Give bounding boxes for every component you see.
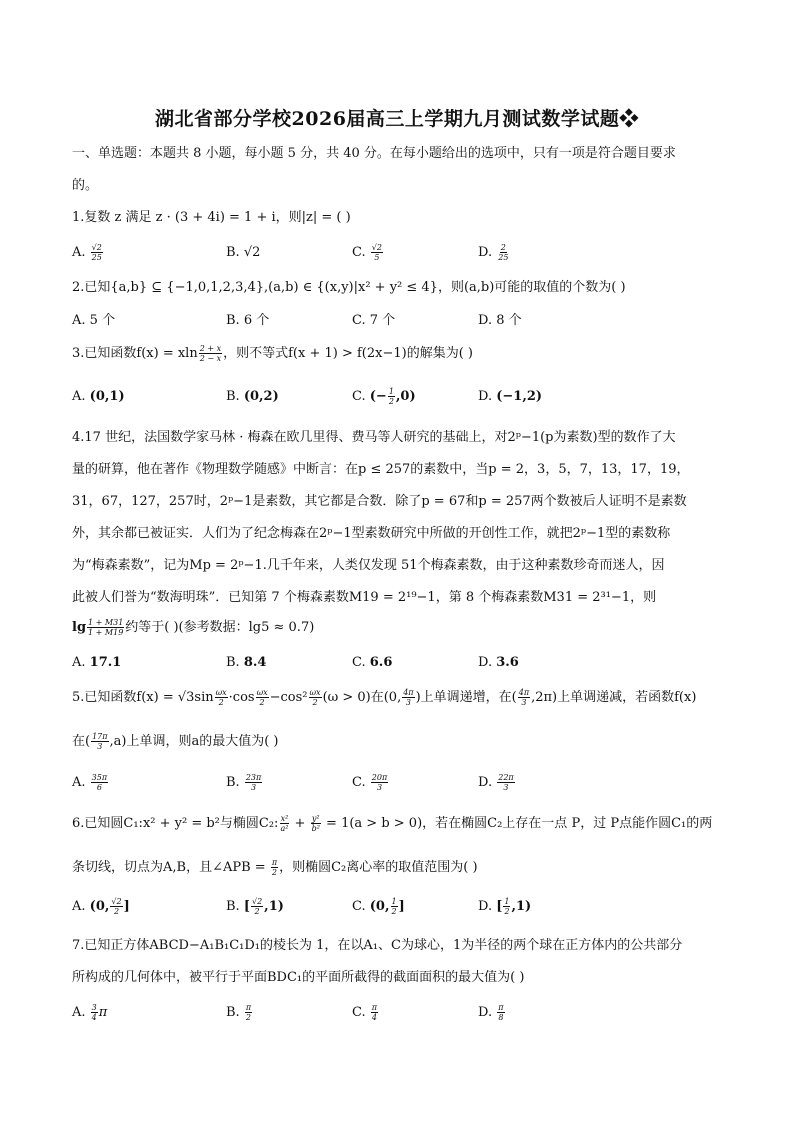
text-span: 4π <box>403 688 414 697</box>
text-span: π <box>271 858 278 867</box>
q3-option-d[interactable] <box>478 386 542 408</box>
fraction <box>371 243 383 262</box>
text-span: 1 <box>391 897 397 906</box>
text-span: A. <box>72 1005 86 1020</box>
text-span: (ω > 0)在(0, <box>322 690 402 705</box>
text-span: 3.已知函数f(x) = xln <box>72 346 198 361</box>
q4-stem-line7 <box>72 618 724 638</box>
text-span: B. <box>226 899 240 914</box>
fraction <box>215 688 228 707</box>
text-span: 5.已知函数f(x) = √3sin <box>72 690 214 705</box>
q1-option-c[interactable] <box>352 242 384 264</box>
fraction <box>497 1003 504 1022</box>
text-span: √2 <box>251 897 263 906</box>
text-span: ,1) <box>264 899 284 914</box>
text-span: C. <box>352 655 366 670</box>
text-span: A. <box>72 389 86 404</box>
fraction <box>309 688 322 707</box>
text-span: [ <box>496 899 503 914</box>
text-span: (− <box>369 389 387 404</box>
q6-option-a[interactable] <box>72 896 130 918</box>
q4-options <box>72 652 724 676</box>
text-span: = 1(a > b > 0)，若在椭圆C₂上存在一点 P，过 P点能作圆C₁的两 <box>321 816 713 831</box>
q7-stem-line1: 7.已知正方体ABCD−A₁B₁C₁D₁的棱长为 1，在以A₁、C为球心，1为半径的两个球在正方体内的公共部分 <box>72 938 683 953</box>
q3-option-a[interactable] <box>72 386 125 408</box>
text-span: 3 <box>521 698 527 707</box>
text-span: lg <box>72 620 87 635</box>
text-span: C. <box>352 389 366 404</box>
text-span: 8.4 <box>243 655 267 670</box>
text-span: 2 <box>271 868 277 877</box>
q6-options <box>72 896 724 920</box>
text-span: a² <box>280 824 289 833</box>
text-span: (0, <box>369 899 390 914</box>
text-span: 2 <box>259 698 265 707</box>
text-span: [ <box>243 899 250 914</box>
fraction <box>279 814 289 833</box>
q4-stem-line5: 为“梅森素数”，记为Mp = 2ᵖ−1.几千年来，人类仅发现 51个梅森素数，由于这种素数珍奇而迷人，因 <box>72 558 665 573</box>
text-span: x² <box>280 814 289 823</box>
text-span: 2 <box>218 698 224 707</box>
q6-option-d[interactable] <box>478 896 531 918</box>
text-span: 1 + M19 <box>88 628 124 637</box>
text-span: C. <box>352 1005 366 1020</box>
text-span: 4 <box>371 1013 377 1022</box>
q2-option-a[interactable] <box>72 310 115 332</box>
text-span: 23π <box>245 773 262 782</box>
text-span: ,0) <box>395 389 416 404</box>
text-span: ωx <box>309 688 321 697</box>
text-span: 2 <box>312 698 318 707</box>
text-span: C. <box>352 899 366 914</box>
q3-option-c[interactable] <box>352 386 416 408</box>
text-span: D. <box>478 245 493 260</box>
fraction <box>110 897 122 916</box>
q4-option-b[interactable] <box>226 652 266 674</box>
text-span: B. <box>226 313 240 328</box>
text-span: (−1,2) <box>496 389 543 404</box>
text-span: π <box>245 1003 252 1012</box>
q1-stem: 1.复数 z 满足 z · (3 + 4i) = 1 + i，则|z| = ( ) <box>72 210 351 225</box>
text-span: 2 <box>504 907 510 916</box>
text-span: (0, <box>89 899 110 914</box>
text-span: 4 <box>91 1013 97 1022</box>
text-span: √2 <box>371 243 382 252</box>
text-span: D. <box>478 775 493 790</box>
text-span: 5 个 <box>89 313 116 328</box>
text-span: D. <box>478 899 493 914</box>
fraction <box>311 814 321 833</box>
text-span: π <box>498 1003 504 1012</box>
text-span: B. <box>226 775 240 790</box>
text-span: 3 <box>91 1003 97 1012</box>
q5-stem-line1 <box>72 688 724 708</box>
text-span: A. <box>72 775 86 790</box>
q5-option-b[interactable] <box>226 772 263 794</box>
text-span: 25 <box>91 253 102 262</box>
q4-stem-line2: 量的研算，他在著作《物理数学随感》中断言：在p ≤ 257的素数中，当p = 2，3，5，7，13，17，19， <box>72 462 690 477</box>
text-span: C. <box>352 775 366 790</box>
q7-option-d[interactable] <box>478 1002 506 1024</box>
text-span: )上单调递增，在( <box>415 690 517 705</box>
text-span: 2 <box>500 243 506 252</box>
fraction <box>388 387 395 406</box>
fraction <box>91 1003 98 1022</box>
text-span: ,a)上单调，则a的最大值为( ) <box>109 734 279 749</box>
text-span: ,1) <box>511 899 532 914</box>
fraction <box>245 1003 252 1022</box>
text-span: 3 <box>503 783 509 792</box>
text-span: 1 <box>388 387 394 396</box>
q6-stem-line2 <box>72 858 724 878</box>
text-span: 35π <box>91 773 108 782</box>
text-span: A. <box>72 245 86 260</box>
text-span: B. <box>226 389 240 404</box>
fraction <box>91 243 103 262</box>
fraction <box>518 688 530 707</box>
fraction <box>91 773 108 792</box>
q2-stem: 2.已知{a,b} ⊆ {−1,0,1,2,3,4},(a,b) ∈ {(x,y)|x² + y² ≤ 4}，则(a,b)可能的取值的个数为( ) <box>72 280 626 295</box>
text-span: 6.已知圆C₁:x² + y² = b²与椭圆C₂: <box>72 816 279 831</box>
text-span: (0,2) <box>243 389 279 404</box>
q2-option-b[interactable] <box>226 310 269 332</box>
text-span: ,2π)上单调递减，若函数f(x) <box>531 690 697 705</box>
text-span: 在( <box>72 734 91 749</box>
q2-options <box>72 310 724 334</box>
text-span: A. <box>72 313 86 328</box>
text-span: C. <box>352 245 366 260</box>
q2-option-c[interactable] <box>352 310 395 332</box>
text-span: π <box>98 1005 108 1020</box>
fraction <box>256 688 269 707</box>
fraction <box>245 773 262 792</box>
text-span: B. <box>226 655 240 670</box>
text-span: 2 <box>254 907 260 916</box>
text-span: 20π <box>371 773 388 782</box>
section-heading: 一、单选题：本题共 8 小题，每小题 5 分，共 40 分。在每小题给出的选项中，只有一项是符合题目要求 <box>72 146 676 161</box>
q5-stem-line2 <box>72 732 724 752</box>
text-span: 3 <box>376 783 383 792</box>
q7-option-a[interactable] <box>72 1002 107 1024</box>
text-span: π <box>371 1003 378 1012</box>
fraction <box>91 732 108 751</box>
text-span: D. <box>478 389 493 404</box>
text-span: A. <box>72 655 86 670</box>
text-span: 25 <box>498 253 509 262</box>
text-span: A. <box>72 899 86 914</box>
text-span: 2 <box>391 907 397 916</box>
text-span: D. <box>478 313 493 328</box>
fraction <box>251 897 263 916</box>
text-span: 2 <box>245 1013 251 1022</box>
fraction <box>497 773 514 792</box>
text-span: 2 − x <box>199 354 222 363</box>
fraction <box>503 897 510 916</box>
q5-option-c[interactable] <box>352 772 389 794</box>
text-span: 3 <box>97 742 103 751</box>
q1-option-a[interactable] <box>72 242 104 264</box>
text-span: 2 + x <box>199 344 222 353</box>
text-span: ，则椭圆C₂离心率的取值范围为( ) <box>279 860 478 875</box>
text-span: ωx <box>256 688 268 697</box>
text-span: ] <box>123 899 130 914</box>
text-span: b² <box>311 824 320 833</box>
text-span: C. <box>352 313 366 328</box>
text-span: √2 <box>91 243 102 252</box>
text-span: 3 <box>251 783 257 792</box>
text-span: (0,1) <box>89 389 125 404</box>
q4-option-c[interactable] <box>352 652 392 674</box>
fraction <box>497 243 509 262</box>
q4-option-a[interactable] <box>72 652 121 674</box>
q1-options <box>72 242 724 266</box>
q6-option-c[interactable] <box>352 896 405 918</box>
text-span: D. <box>478 655 493 670</box>
fraction <box>402 688 414 707</box>
text-span: + <box>290 816 310 831</box>
fraction <box>391 897 398 916</box>
text-span: y² <box>311 814 320 823</box>
text-span: 6.6 <box>369 655 393 670</box>
text-span: 1 + M31 <box>88 618 124 627</box>
page-title: 湖北省部分学校2026届高三上学期九月测试数学试题❖ <box>155 108 639 130</box>
text-span: −cos² <box>269 690 308 705</box>
text-span: √2 <box>243 245 261 260</box>
fraction <box>199 344 222 363</box>
text-span: ，则不等式f(x + 1) > f(2x−1)的解集为( ) <box>223 346 473 361</box>
text-span: 22π <box>498 773 514 782</box>
q1-option-d[interactable] <box>478 242 510 264</box>
section-heading-cont: 的。 <box>72 178 99 193</box>
text-span: 3 <box>405 698 411 707</box>
text-span: 条切线，切点为A,B，且∠APB = <box>72 860 270 875</box>
text-span: 4π <box>518 688 530 697</box>
q5-option-a[interactable] <box>72 772 109 794</box>
text-span: ·cos <box>228 690 255 705</box>
text-span: B. <box>226 1005 240 1020</box>
text-span: B. <box>226 245 240 260</box>
q3-option-b[interactable] <box>226 386 279 408</box>
fraction <box>271 858 278 877</box>
text-span: 8 个 <box>496 313 522 328</box>
text-span: ] <box>398 899 405 914</box>
q4-stem-line1: 4.17 世纪，法国数学家马林 · 梅森在欧几里得、费马等人研究的基础上，对2ᵖ−1(p为素数)型的数作了大 <box>72 430 676 445</box>
text-span: 1 <box>504 897 510 906</box>
text-span: √2 <box>111 897 122 906</box>
fraction <box>87 618 124 637</box>
q4-option-d[interactable] <box>478 652 519 674</box>
text-span: 17.1 <box>89 655 122 670</box>
q5-options <box>72 772 724 796</box>
text-span: 2 <box>388 397 394 406</box>
text-span: 6 个 <box>243 313 270 328</box>
q6-option-b[interactable] <box>226 896 284 918</box>
q2-option-d[interactable] <box>478 310 522 332</box>
text-span: D. <box>478 1005 493 1020</box>
q3-stem <box>72 344 724 364</box>
q4-stem-line4: 外，其余都已被证实．人们为了纪念梅森在2ᵖ−1型素数研究中所做的开创性工作，就把2ᵖ−1型的素数称 <box>72 526 671 541</box>
fraction <box>371 1003 378 1022</box>
q4-stem-line6: 此被人们誉为“数海明珠”．已知第 7 个梅森素数M19 = 2¹⁹−1，第 8 个梅森素数M31 = 2³¹−1，则 <box>72 590 657 605</box>
q5-option-d[interactable] <box>478 772 516 794</box>
q7-options <box>72 1002 724 1026</box>
text-span: ωx <box>215 688 227 697</box>
fraction <box>371 773 388 792</box>
text-span: 5 <box>374 253 380 262</box>
text-span: 8 <box>498 1013 504 1022</box>
text-span: 约等于( )(参考数据：lg5 ≈ 0.7) <box>125 620 315 635</box>
text-span: 3.6 <box>496 655 519 670</box>
text-span: 7 个 <box>369 313 396 328</box>
q7-option-b[interactable] <box>226 1002 253 1024</box>
q7-stem-line2: 所构成的几何体中，被平行于平面BDC₁的平面所截得的截面面积的最大值为( ) <box>72 970 525 985</box>
q6-stem-line1 <box>72 814 724 834</box>
q7-option-c[interactable] <box>352 1002 379 1024</box>
q3-options <box>72 386 724 410</box>
text-span: 2 <box>113 907 120 916</box>
text-span: 6 <box>96 783 102 792</box>
q1-option-b[interactable] <box>226 242 260 264</box>
q4-stem-line3: 31，67，127，257时，2ᵖ−1是素数，其它都是合数．除了p = 67和p = 257两个数被后人证明不是素数 <box>72 494 687 509</box>
text-span: 17π <box>92 732 108 741</box>
